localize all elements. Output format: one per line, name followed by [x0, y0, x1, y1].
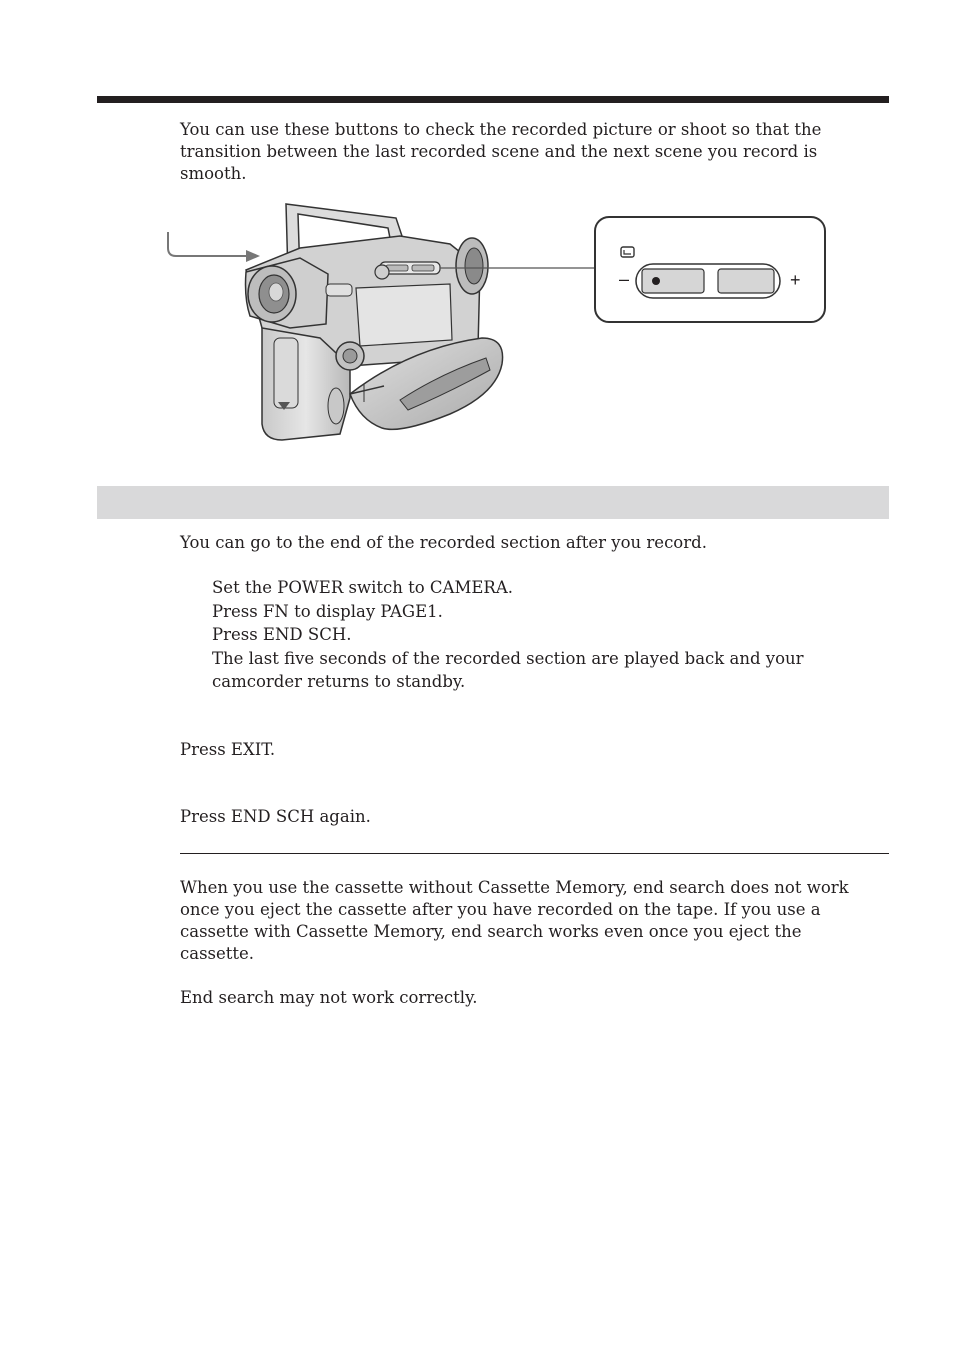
- exit-instruction: Press EXIT.: [180, 740, 276, 759]
- plus-button: [718, 269, 774, 293]
- end-search-steps: [212, 576, 862, 694]
- intro-paragraph: You can use these buttons to check the recorded picture or shoot so that the transition between the last recorded scene and the next scene you record is smooth.: [180, 120, 822, 183]
- notes-divider: [180, 853, 889, 854]
- step-4-result: The last five seconds of the recorded section are played back and your camcorder returns to standby.: [212, 648, 804, 691]
- step-2: Press FN to display PAGE1.: [212, 601, 443, 621]
- step-3: Press END SCH.: [212, 625, 352, 644]
- pointer-arrow-line: [168, 232, 248, 256]
- minus-button: [642, 269, 704, 293]
- plus-label: +: [790, 270, 801, 290]
- pointer-arrow-head: [246, 250, 260, 262]
- cancel-instruction: Press END SCH again.: [180, 807, 371, 826]
- camcorder-body: [246, 204, 503, 440]
- header-rule: [97, 96, 889, 103]
- cassette-memory-note: When you use the cassette without Cassette Memory, end search does not work once you eject the cassette after you have recorded on the tape. If you use a cassette with Cassette Memory, end search works even once you eject the cassette.: [180, 878, 849, 963]
- camcorder-illustration: [150, 188, 850, 453]
- end-search-description: You can go to the end of the recorded section after you record.: [180, 533, 707, 552]
- end-search-button-inset: [595, 217, 825, 322]
- minus-label: –: [619, 269, 630, 289]
- section-heading-band: [97, 486, 889, 519]
- accuracy-note: End search may not work correctly.: [180, 988, 478, 1007]
- button-dot-icon: [652, 277, 660, 285]
- camcorder-figure: [150, 188, 850, 453]
- step-1: Set the POWER switch to CAMERA.: [212, 578, 513, 597]
